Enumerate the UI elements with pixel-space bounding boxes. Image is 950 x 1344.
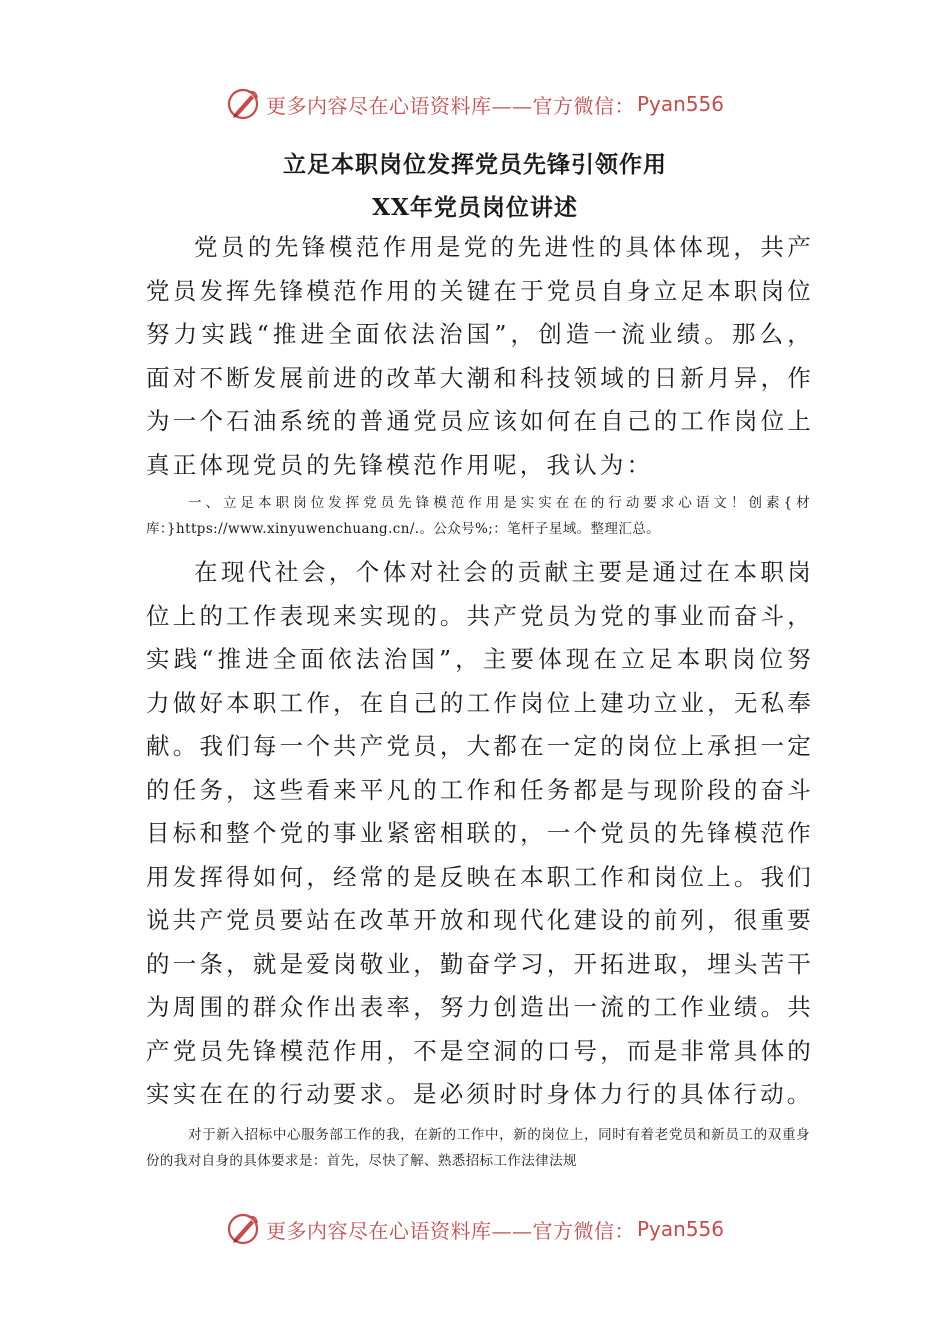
watermark-text: 更多内容尽在心语资料库——官方微信：	[266, 1218, 635, 1243]
pen-logo-icon	[226, 1211, 262, 1247]
watermark-text: 更多内容尽在心语资料库——官方微信：	[266, 93, 635, 118]
document-subtitle: XX年党员岗位讲述	[372, 194, 578, 221]
footer-watermark	[226, 1209, 726, 1249]
watermark-wechat-id: Pyan556	[637, 1217, 725, 1241]
document-title: 立足本职岗位发挥党员先锋引领作用	[283, 151, 667, 178]
paragraph-section-heading: 一、立足本职岗位发挥党员先锋模范作用是实实在在的行动要求心语文！创素{材库：}https://www.xinyuwenchuang.cn/.。公众号%;：笔杆子星域。整理汇总。	[146, 495, 810, 537]
paragraph-main: 在现代社会，个体对社会的贡献主要是通过在本职岗位上的工作表现来实现的。共产党员为党的事业而奋斗，实践“推进全面依法治国”，主要体现在立足本职岗位努力做好本职工作，在自己的工作岗位上建功立业，无私奉献。我们每一个共产党员，大都在一定的岗位上承担一定的任务，这些看来平凡的工作和任务都是与现阶段的奋斗目标和整个党的事业紧密相联的，一个党员的先锋模范作用发挥得如何，经常的是反映在本职工作和岗位上。我们说共产党员要站在改革开放和现代化建设的前列，很重要的一条，就是爱岗敬业，勤奋学习，开拓进取，埋头苦干为周围的群众作出表率，努力创造出一流的工作业绩。共产党员先锋模范作用，不是空洞的口号，而是非常具体的实实在在的行动要求。是必须时时身体力行的具体行动。	[146, 558, 814, 1108]
paragraph-personal-requirements: 对于新入招标中心服务部工作的我，在新的工作中，新的岗位上，同时有着老党员和新员工的双重身份的我对自身的具体要求是：首先，尽快了解、熟悉招标工作法律法规	[146, 1127, 810, 1169]
header-watermark	[226, 84, 726, 124]
watermark-wechat-id: Pyan556	[637, 92, 725, 116]
pen-logo-icon	[226, 86, 262, 122]
paragraph-intro: 党员的先锋模范作用是党的先进性的具体体现，共产党员发挥先锋模范作用的关键在于党员自身立足本职岗位努力实践“推进全面依法治国”，创造一流业绩。那么，面对不断发展前进的改革大潮和科技领域的日新月异，作为一个石油系统的普通党员应该如何在自己的工作岗位上真正体现党员的先锋模范作用呢，我认为：	[146, 233, 814, 479]
